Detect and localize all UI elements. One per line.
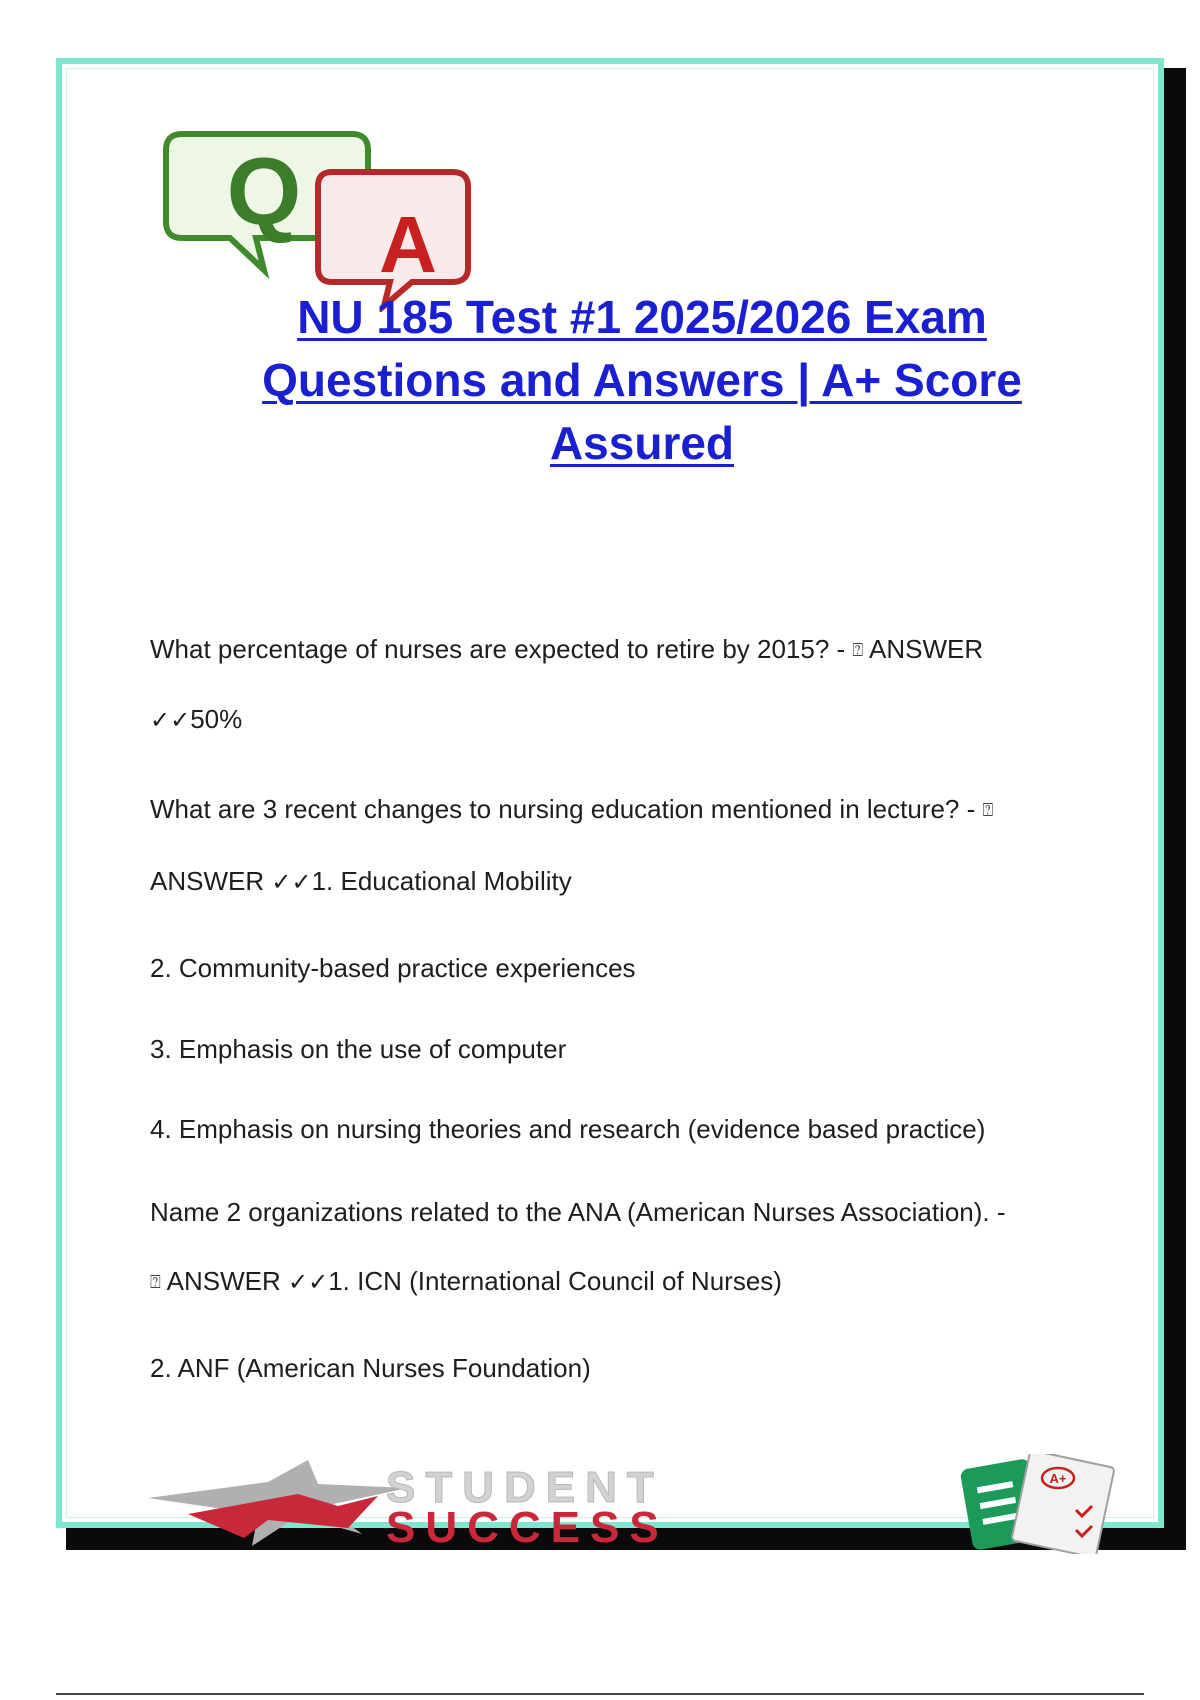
list-item: 4. Emphasis on nursing theories and research (evidence based practice) [150,1114,986,1144]
double-check-icon: ✓✓ [150,706,191,734]
list-item: 2. Community-based practice experiences [150,953,636,983]
placeholder-glyph: ⍰ [150,1272,161,1293]
title-line-3: Assured [549,417,735,469]
double-check-icon: ✓✓ [287,1268,329,1296]
question-3: Name 2 organizations related to the ANA (American Nurses Association). - [150,1197,1006,1227]
double-check-icon: ✓✓ [271,868,312,896]
answer-1: ✓✓50% [150,704,243,734]
page-frame [56,58,1164,1552]
footer-word-success: SUCCESS [386,1503,669,1552]
list-item: 3. Emphasis on the use of computer [150,1034,567,1064]
question-2: What are 3 recent changes to nursing education mentioned in lecture? - ⍰ [150,794,994,824]
qa-logo-icon [146,92,476,312]
answer-3: ⍰ ANSWER ✓✓1. ICN (International Council of Nurses) [150,1266,782,1296]
document-title [142,286,1142,475]
a-letter: A [379,200,437,289]
graded-paper-icon [1011,1454,1114,1554]
title-line-2: Questions and Answers | A+ Score [262,354,1022,406]
placeholder-glyph: ⍰ [852,640,864,661]
placeholder-glyph: ⍰ [982,800,994,821]
title-line-1: NU 185 Test #1 2025/2026 Exam [297,291,987,343]
footer-word-student: STUDENT [386,1463,664,1512]
q-letter: Q [226,138,302,245]
grade-badge: A+ [1049,1471,1067,1486]
question-1: What percentage of nurses are expected to retire by 2015? - ⍰ ANSWER [150,634,984,664]
student-success-logo [148,1454,1148,1554]
answer-2: ANSWER ✓✓1. Educational Mobility [150,866,572,896]
list-item: 2. ANF (American Nurses Foundation) [150,1353,591,1383]
bottom-rule [56,1693,1144,1695]
